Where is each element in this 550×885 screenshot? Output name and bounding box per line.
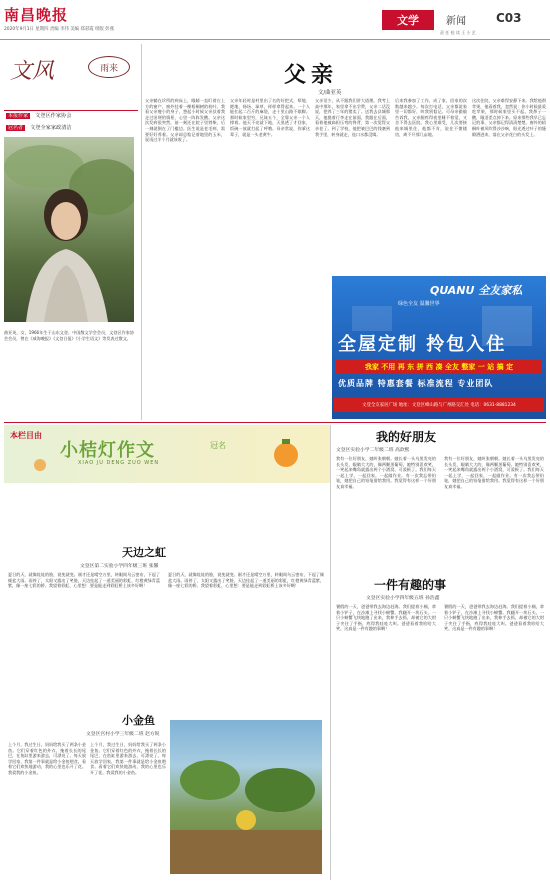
column-title: 文风 (10, 59, 55, 84)
column-divider (4, 110, 138, 111)
article-column-5: 这次住院，父亲难得安静下来。我给他削苹果，他看着我，忽然说：你小时候最爱吃苹果，那时候家里买不起。我鼻子一酸，眼泪差点掉下来。原来那些我早已忘记的事，父亲都记得清清楚楚。窗外的梧桐叶被风吹得沙沙响，阳光透过叶子的缝隙洒进来，落在父亲花白的头发上。 (472, 98, 546, 137)
column-label-1: 本报作家 (8, 113, 29, 119)
article-funny-thing-col-1: 暑假的一天，爸爸带我去海边赶海。我们提着小桶，拿着小铲子，在沙滩上寻找小螃蟹。我翻开一块石头，一只小螃蟹飞快地跑了出来，我伸手去抓，却被它的大钳子夹住了手指，疼得我哇哇大叫。爸爸看着我哈哈大笑。这真是一件有趣的事啊！ (336, 604, 436, 632)
dateline: 2020年9月1日 星期四 责编 李伟 美编 郑彩霞 组版 彭燕 (4, 27, 114, 32)
article-goldfish-col-2: 上个月，我过生日，妈妈给我买了两条小金鱼。它们穿着红色的外衣，拖着长长的尾巴，在鱼缸里游来游去，可漂亮了。每天放学回家，我第一件事就是给小金鱼喂食。看着它们欢快地游动，我的心里也乐开了花。我爱我的小金鱼。 (90, 742, 166, 775)
newspaper-logo: 南昌晚报 (4, 6, 69, 24)
ad-slogan: 优质品牌 特惠套餐 标准流程 专业团队 (338, 379, 494, 388)
article-rainbow-col-1: 夏日的天，就像娃娃的脸，说变就变。刚才还是晴空万里，转眼间乌云密布，下起了倾盆大雨。雨停了，太阳又露出了笑脸，天边挂起了一道美丽的彩虹，红橙黄绿青蓝紫，像一座七彩的桥。我望着彩虹，心里想：要是能走到彩虹桥上该多好啊！ (8, 572, 160, 589)
page-number: C03 (496, 11, 522, 25)
section-divider (4, 422, 546, 423)
article-funny-thing-byline: 文登区实验小学四年级五班 孙浩鑫 (366, 596, 440, 601)
author-photo-illustration (4, 137, 134, 322)
column-rule-1 (141, 44, 142, 420)
article-column-3: 父亲话少，从不跟我们讲大道理。我考上高中那年，家里拿不出学费，父亲二话没说，把养了三年的猪卖了。送我去县城那天，他挑着行李走在前面，我跟在后面，看着他被扁担压弯的脊背，第一次觉得父亲老了。到了学校，他把皱巴巴的钱塞到我手里，转身就走，连口水都没喝。 (315, 98, 390, 137)
column-value-2: 文登全家家政清洁 (30, 125, 72, 131)
editors-credit: 责 任 校 读 王 小 艺 (440, 30, 476, 35)
ad-red-bar: 我家 不用 再 东 拼 西 凑 全友 整家 一 站 搞 定 (336, 360, 542, 374)
ad-headline: 全屋定制 拎包入住 (338, 334, 507, 355)
article-goldfish-byline: 文登区宫村小学三年级二班 赵方锐 (86, 732, 160, 737)
lower-section-pinyin: XIAO JU DENG ZUO WEN (78, 460, 160, 466)
article-title: 父亲 (284, 62, 339, 88)
lower-section-tag: 冠名 (210, 441, 226, 450)
header-rule (0, 39, 550, 40)
lower-banner (4, 425, 330, 483)
section-tab[interactable]: 文学 (382, 10, 434, 30)
column-badge: 雨来 (88, 56, 130, 78)
ad-logo: QUANU 全友家私 (430, 284, 523, 297)
column-label-2: 冠名者 (8, 125, 24, 131)
article-rainbow-byline: 文登区第二实验小学四年级三班 张馨 (80, 564, 159, 569)
article-funny-thing-col-2: 暑假的一天，爸爸带我去海边赶海。我们提着小桶，拿着小铲子，在沙滩上寻找小螃蟹。我翻开一块石头，一只小螃蟹飞快地跑了出来，我伸手去抓，却被它的大钳子夹住了手指，疼得我哇哇大叫。爸爸看着我哈哈大笑。这真是一件有趣的事啊！ (444, 604, 544, 632)
column-rule-2 (330, 425, 331, 880)
article-good-friend-col-1: 我有一位好朋友，她叫张朝朝。她长着一头乌黑发亮的长头发，眼睛大大的，像两颗黑葡萄。她特别喜欢笑，一笑起来嘴角就露出两个小酒窝，可爱极了。我们每天一起上学，一起回家，一起做作业。有一次我忘带铅笔，她把自己的铅笔借给我用。我觉得有这样一个好朋友真幸福。 (336, 456, 436, 489)
ad-subtitle: 绿色全友 温馨世界 (398, 301, 440, 307)
lower-section-label: 本栏目由 (10, 431, 42, 440)
lower-illustration (170, 720, 322, 874)
ad-contact-strip: 文登全友家居广场 地址：文登区峰山路与广州路交汇处 电话：0631-8881234 (334, 398, 544, 412)
article-rainbow-title: 天边之虹 (122, 546, 166, 559)
column-value-1: 文登区作家协会 (35, 113, 72, 119)
article-good-friend-title: 我的好朋友 (376, 430, 437, 444)
author-photo (4, 137, 134, 322)
article-column-1: 父亲躺在诊所的病床上，眼睛一直盯着右上方的窗户，窗外挂着一棵梧桐树的枝叶。我看父亲瘦小的身子，想起小时候父亲驮着我走过田埂的情景，心里一阵阵发酸。父亲这次发病很突然，前一刻还在院子里劈柴，后一刻就倒在了门槛边。医生说是老毛病，需要好好养着。父亲却总惦记着地里的玉米，说再过半个月就该收了。 (145, 98, 225, 143)
column-sponsor-row-2 (6, 114, 72, 133)
garden-illustration (170, 720, 322, 874)
page-category: 新闻 (446, 16, 466, 27)
article-byline: 文/曲亚英 (318, 90, 342, 96)
article-column-2: 父亲年轻时是村里出了名的好把式，犁地、耙地、扬场、垛草，样样拿得起来。一个人能扛起二百斤的麻袋，走十里山路不歇脚。那时候家里穷，兄妹五个，全靠父亲一个人撑着。他天不亮就下地，天黑透了才回家，饭碗一放就打起了呼噜。母亲常说，你爹这辈子，就是一头老黄牛。 (230, 98, 310, 137)
lower-section-title: 小桔灯作文 (60, 440, 155, 461)
masthead (0, 0, 550, 40)
article-goldfish-col-1: 上个月，我过生日，妈妈给我买了两条小金鱼。它们穿着红色的外衣，拖着长长的尾巴，在鱼缸里游来游去，可漂亮了。每天放学回家，我第一件事就是给小金鱼喂食。看着它们欢快地游动，我的心里也乐开了花。我爱我的小金鱼。 (8, 742, 86, 775)
article-goldfish-title: 小金鱼 (122, 714, 155, 727)
article-column-4: 后来我参加了工作，成了家，回家的次数越来越少。每次打电话，父亲都说家里一切都好，叫我别惦记。可母亲偷偷告诉我，父亲腿疼得夜里睡不着觉，又舍不得去医院。我心里难受，几次要接他来城里住，他都不肯，说住不惯楼房，离不开那几亩地。 (395, 98, 467, 137)
article-good-friend-col-2: 我有一位好朋友，她叫张朝朝。她长着一头乌黑发亮的长头发，眼睛大大的，像两颗黑葡萄。她特别喜欢笑，一笑起来嘴角就露出两个小酒窝，可爱极了。我们每天一起上学，一起回家，一起做作业。有一次我忘带铅笔，她把自己的铅笔借给我用。我觉得有这样一个好朋友真幸福。 (444, 456, 544, 489)
article-good-friend-byline: 文登区实验小学二年级二班 高歆熙 (336, 448, 410, 453)
orange-lamp-icon (4, 425, 330, 483)
author-bio: 曲亚英，女，1966年生于山东文登。中国散文学会会员，文登区作家协会会员，曾在《威海晚报》《文登日报》《小学生语文》等发表过散文。 (4, 330, 134, 341)
article-rainbow-col-2: 夏日的天，就像娃娃的脸，说变就变。刚才还是晴空万里，转眼间乌云密布，下起了倾盆大雨。雨停了，太阳又露出了笑脸，天边挂起了一道美丽的彩虹，红橙黄绿青蓝紫，像一座七彩的桥。我望着彩虹，心里想：要是能走到彩虹桥上该多好啊！ (168, 572, 324, 589)
article-funny-thing-title: 一件有趣的事 (374, 578, 447, 592)
